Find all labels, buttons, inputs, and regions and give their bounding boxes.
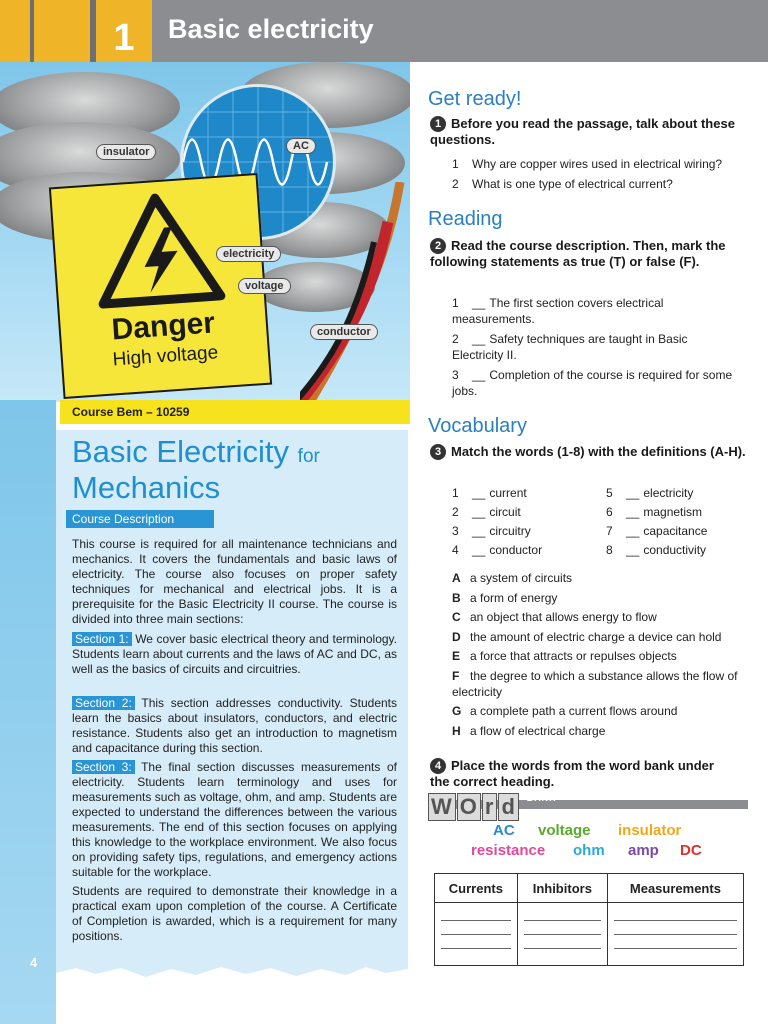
question-3 (430, 444, 750, 460)
table-header-measurements: Measurements (607, 874, 743, 903)
voltage-tag: voltage (238, 278, 291, 294)
high-voltage-label: High voltage (112, 342, 219, 371)
question-4-number: 4 (430, 758, 446, 774)
word-bank-word: DC (680, 842, 702, 859)
vocab-word: 5 __ electricity (606, 486, 694, 500)
section-1-label: Section 1: (72, 632, 132, 646)
vocab-word: 1 __ current (452, 486, 527, 500)
word-bank-word: resistance (471, 842, 546, 859)
course-intro-paragraph: This course is required for all maintenance technicians and mechanics. It covers the fundamentals and basic laws of electricity. The course also focuses on proper safety techniques for mechanical and electrical jobs. It is a prerequisite for the Basic Electricity II course. The course is divided into three main sections: (72, 537, 397, 626)
vocab-word: 6 __ magnetism (606, 505, 703, 519)
reading-item: 1 __ The first section covers electrical measurements. (452, 296, 664, 326)
word-bank-word: insulator (618, 822, 682, 839)
vocabulary-heading: Vocabulary (428, 415, 527, 437)
question-4-text: Place the words from the word bank under the correct heading. (430, 758, 714, 789)
insulator-tag: insulator (96, 144, 156, 160)
word-bank-logo: W O r d $^{BANK}$ (428, 793, 557, 821)
course-outro-paragraph: Students are required to demonstrate their knowledge in a practical exam upon completion of the course. A Certificate of Completion is awarded, which is a requirement for many positions. (72, 884, 397, 943)
definition-item: H a flow of electrical charge (452, 724, 606, 738)
section-1-paragraph (72, 632, 397, 677)
table-header-currents: Currents (435, 874, 518, 903)
electricity-illustration (0, 62, 410, 402)
definition-item: A a system of circuits (452, 571, 573, 585)
course-title (72, 434, 320, 470)
vocab-word: 2 __ circuit (452, 505, 521, 519)
word-bank-word: AC (493, 822, 515, 839)
vocab-word: 8 __ conductivity (606, 543, 707, 557)
question-1-text: Before you read the passage, talk about these questions. (430, 116, 735, 147)
electricity-tag: electricity (216, 246, 281, 262)
definition-item: E a force that attracts or repulses objects (452, 649, 677, 663)
answer-cell[interactable] (517, 903, 607, 966)
vocab-word: 7 __ capacitance (606, 524, 708, 538)
page-number: 4 (30, 955, 38, 970)
definition-item: G a complete path a current flows around (452, 704, 678, 718)
conductor-tag: conductor (310, 324, 378, 340)
word-bank-word: amp (628, 842, 659, 859)
answer-cell[interactable] (435, 903, 518, 966)
course-title-main: Basic Electricity (72, 434, 290, 469)
course-description-label: Course Description (66, 510, 214, 528)
wire-image (300, 182, 410, 402)
definition-item: C an object that allows energy to flow (452, 610, 657, 624)
question-2-number: 2 (430, 238, 446, 254)
section-3-paragraph (72, 760, 397, 880)
section-2-label: Section 2: (72, 696, 135, 710)
vocab-word: 3 __ circuitry (452, 524, 531, 538)
vocab-word: 4 __ conductor (452, 543, 543, 557)
section-3-label: Section 3: (72, 760, 135, 774)
definition-item: F the degree to which a substance allows the flow of electricity (452, 669, 738, 699)
section-2-text: This section addresses conductivity. Students learn the basics about insulators, conductors, and electric resistance. Students also get an introduction to magnetism and capacitance during this section. (72, 696, 398, 755)
reading-heading: Reading (428, 208, 503, 230)
left-background-strip (0, 400, 56, 1024)
get-ready-heading: Get ready! (428, 88, 522, 110)
word-bank-table (434, 873, 744, 966)
reading-item: 3 __ Completion of the course is required for some jobs. (452, 368, 733, 398)
question-3-number: 3 (430, 444, 446, 460)
question-1-number: 1 (430, 116, 446, 132)
definition-item: B a form of energy (452, 591, 558, 605)
question-1 (430, 116, 750, 148)
question-2-text: Read the course description. Then, mark the following statements as true (T) or false (F). (430, 238, 726, 269)
table-header-inhibitors: Inhibitors (517, 874, 607, 903)
chapter-title: Basic electricity (168, 14, 374, 44)
torn-edge-image (56, 955, 408, 985)
get-ready-item: 1 Why are copper wires used in electrical wiring? (452, 157, 723, 171)
section-2-paragraph (72, 696, 397, 756)
get-ready-item: 2 What is one type of electrical current? (452, 177, 673, 191)
word-bank-word: voltage (538, 822, 591, 839)
course-title-line2: Mechanics (72, 470, 221, 505)
section-1-text: We cover basic electrical theory and terminology. Students learn about currents and the laws of AC and DC, as well as the basics of circuits and circuitries. (72, 632, 397, 676)
lightning-warning-icon (90, 188, 228, 312)
reading-item: 2 __ Safety techniques are taught in Basic Electricity II. (452, 332, 688, 362)
ac-tag: AC (286, 138, 316, 154)
section-3-text: The final section discusses measurements of electricity. Students learn terminology and uses for measurements such as voltage, ohm, and amp. Students are expected to understand the differences between the various measurements. The end of this section focuses on applying this knowledge to the workplace environment. We also focus on providing safety tips, regulations, and emergency actions suitable for the workplace. (72, 760, 397, 879)
course-title-for: for (297, 446, 320, 467)
question-2 (430, 238, 750, 270)
answer-cell[interactable] (607, 903, 743, 966)
course-code-banner: Course Bem – 10259 (60, 400, 410, 424)
definition-item: D the amount of electric charge a device can hold (452, 630, 722, 644)
chapter-number: 1 (96, 0, 152, 88)
question-3-text: Match the words (1-8) with the definitions (A-H). (451, 444, 746, 459)
question-4 (430, 758, 730, 790)
word-bank-word: ohm (573, 842, 605, 859)
danger-label: Danger (110, 306, 217, 347)
